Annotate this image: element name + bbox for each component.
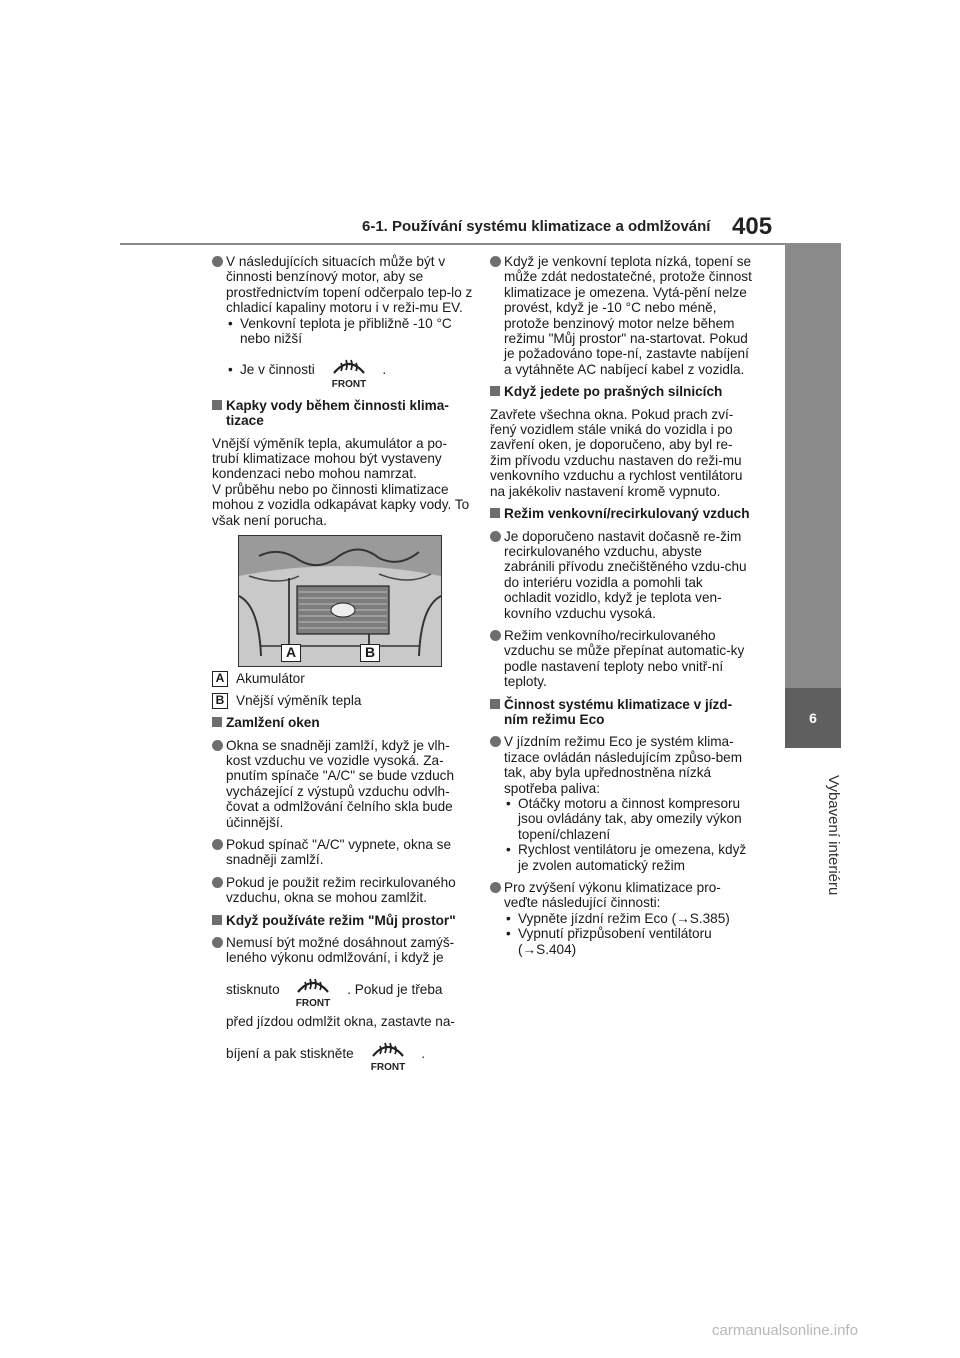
- svg-text:FRONT: FRONT: [370, 1062, 405, 1073]
- list-item: Je doporučeno nastavit dočasně re-žim recirkulovaného vzduchu, abyste zabránili přívodu znečištěného vzdu-chu do interiéru vozidla a pomohli tak ochladit vozidlo, když je teplota ven-kovního vzduchu vysoká.: [490, 529, 752, 621]
- section-heading: Když používáte režim "Můj prostor": [212, 913, 474, 928]
- paragraph: Zavřete všechna okna. Pokud prach zví-řený vozidlem stále vniká do vozidla i po zavření oken, je doporučeno, aby byl re-žim přívodu vzduchu nastaven do reži-mu venkovního vzduchu a rychlost ventilátoru na jakékoliv nastavení kromě vypnuto.: [490, 406, 743, 499]
- list-item: Nemusí být možné dosáhnout zamýš-leného výkonu odmlžování, i když je stisknuto FRONT . Pokud je třeba před jízdou odmlžit okna, zastavte na- bíjení a pak stiskněte FRONT .: [212, 935, 474, 1074]
- header-divider: [120, 243, 840, 245]
- page-reference-link[interactable]: • Vypnutí přizpůsobení ventilátoru (→S.404): [504, 926, 752, 957]
- chapter-title: Vybavení interiéru: [825, 774, 842, 896]
- callout-b: B: [360, 644, 380, 662]
- sub-item: • Rychlost ventilátoru je omezena, když je zvolen automatický režim: [504, 842, 752, 873]
- right-column: [490, 254, 752, 964]
- chapter-number-tab: 6: [785, 688, 841, 748]
- list-item: Pokud je použit režim recirkulovaného vzduchu, okna se mohou zamlžit.: [212, 875, 474, 906]
- section-heading: Kapky vody během činnosti klima-tizace: [212, 398, 474, 429]
- paragraph: V průběhu nebo po činnosti klimatizace mohou z vozidla odkapávat kapky vody. To však není porucha.: [212, 481, 470, 528]
- svg-text:FRONT: FRONT: [331, 378, 366, 390]
- section-heading: Když jedete po prašných silnicích: [490, 384, 752, 399]
- list-item: Režim venkovního/recirkulovaného vzduchu se může přepínat automatic-ky podle nastavení teploty nebo vnitř-ní teploty.: [490, 628, 752, 690]
- sub-item: • Je v činnosti FRONT .: [226, 350, 474, 390]
- bullet-dot-icon: [490, 882, 501, 893]
- heading-square-icon: [212, 400, 222, 410]
- section-heading: Zamlžení oken: [212, 715, 474, 730]
- list-item: V jízdním režimu Eco je systém klima-tizace ovládán následujícím způso-bem tak, aby byla upřednostněna nízká spotřeba paliva: • Otáčky motoru a činnost kompresoru jsou ovládány tak, aby omezily výkon topení/chlazení • Rychlost ventilátoru je omezena, když je zvolen automatický režim: [490, 734, 752, 873]
- bullet-dot-icon: [212, 839, 223, 850]
- bullet-dot-icon: [490, 256, 501, 267]
- page-number: 405: [732, 213, 773, 240]
- bullet-dot-icon: [212, 256, 223, 267]
- heading-square-icon: [490, 508, 500, 518]
- list-item: Pro zvýšení výkonu klimatizace pro-veďte následující činnosti: • Vypněte jízdní režim Eco (→S.385) • Vypnutí přizpůsobení ventilátoru (→S.404): [490, 880, 752, 957]
- chapter-side-bar: [785, 243, 841, 688]
- list-item: V následujících situacích může být v činnosti benzínový motor, aby se prostřednictvím topení odčerpalo tep-lo z chladicí kapaliny motoru i v reži-mu EV. • Venkovní teplota je přibližně -10 °C nebo nižší • Je v činnosti FRONT .: [212, 254, 474, 391]
- bullet-dot-icon: [212, 877, 223, 888]
- front-defroster-icon: [291, 970, 335, 1010]
- heading-square-icon: [490, 699, 500, 709]
- engine-bay-illustration: [238, 535, 442, 667]
- legend-item-a: A Akumulátor: [212, 671, 474, 687]
- legend-item-b: B Vnější výměník tepla: [212, 693, 474, 709]
- heading-square-icon: [212, 717, 222, 727]
- heading-square-icon: [212, 915, 222, 925]
- front-defroster-icon: [366, 1034, 410, 1074]
- page-reference-link[interactable]: • Vypněte jízdní režim Eco (→S.385): [504, 911, 752, 926]
- list-item: Okna se snadněji zamlží, když je vlh-kost vzduchu ve vozidle vysoká. Za-pnutím spínače "A/C" se bude vzduch vycházející z výstupů vzduchu odvlh-čovat a odmlžování čelního skla bude účinnější.: [212, 738, 474, 830]
- callout-a: A: [281, 644, 301, 662]
- sub-item: • Otáčky motoru a činnost kompresoru jsou ovládány tak, aby omezily výkon topení/chlazení: [504, 796, 752, 842]
- bullet-dot-icon: [212, 740, 223, 751]
- bullet-dot-icon: [212, 937, 223, 948]
- paragraph: Vnější výměník tepla, akumulátor a po-trubí klimatizace mohou být vystaveny kondenzaci nebo mohou namrzat.: [212, 435, 447, 482]
- watermark: carmanualsonline.info: [712, 1322, 858, 1339]
- legend-label-a: A: [212, 671, 228, 687]
- legend-label-b: B: [212, 693, 228, 709]
- bullet-dot-icon: [490, 736, 501, 747]
- bullet-dot-icon: [490, 531, 501, 542]
- left-column: [212, 254, 474, 1081]
- section-heading: Činnost systému klimatizace v jízd-ním režimu Eco: [490, 697, 752, 728]
- section-title: 6-1. Používání systému klimatizace a odmlžování: [362, 218, 711, 235]
- bullet-dot-icon: [490, 630, 501, 641]
- list-item: Když je venkovní teplota nízká, topení se může zdát nedostatečné, protože činnost klimatizace je omezena. Vytá-pění nelze provést, když je -10 °C nebo méně, protože benzinový motor nelze během režimu "Můj prostor" na-startovat. Pokud je požadováno tope-ní, zastavte nabíjení a vytáhněte AC nabíjecí kabel z vozidla.: [490, 254, 752, 377]
- front-defroster-icon: [327, 351, 371, 391]
- sub-item: • Venkovní teplota je přibližně -10 °C nebo nižší: [226, 316, 474, 347]
- list-item: Pokud spínač "A/C" vypnete, okna se snadněji zamlží.: [212, 837, 474, 868]
- heading-square-icon: [490, 386, 500, 396]
- svg-text:FRONT: FRONT: [296, 998, 331, 1010]
- section-heading: Režim venkovní/recirkulovaný vzduch: [490, 506, 752, 521]
